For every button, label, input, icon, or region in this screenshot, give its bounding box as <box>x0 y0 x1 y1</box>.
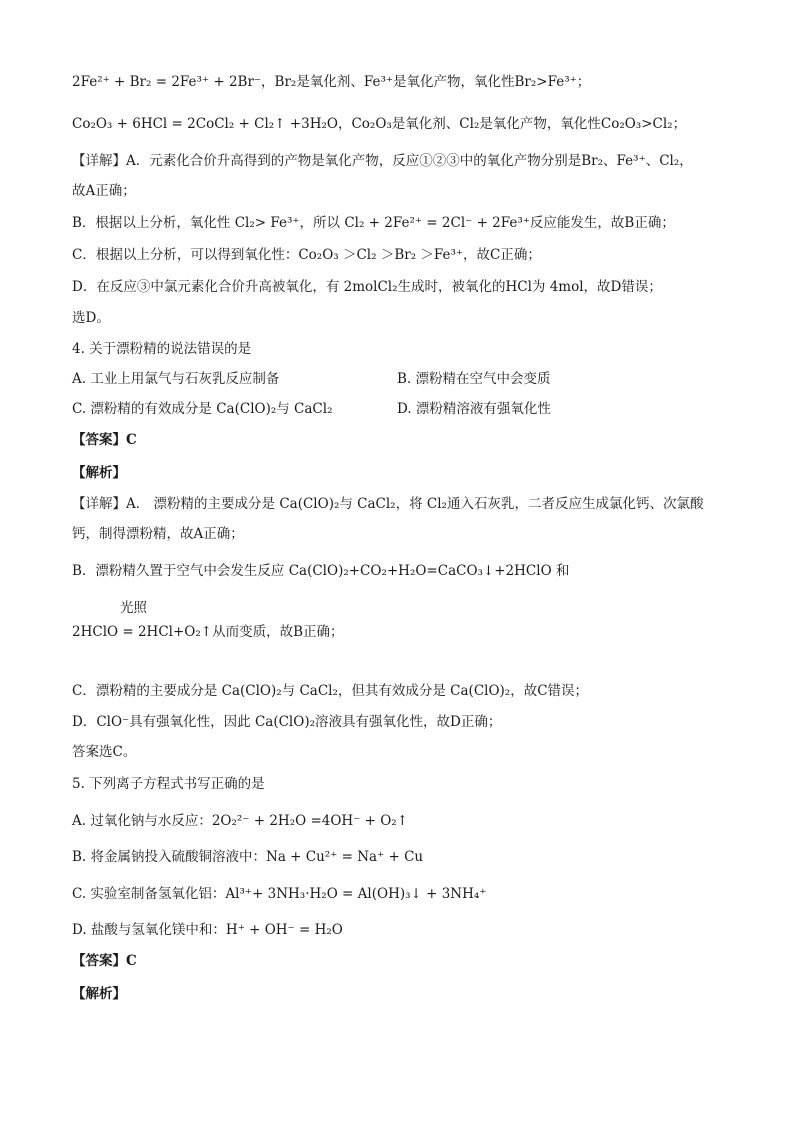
detail-4-a-line-1: 【详解】A． 漂粉精的主要成分是 Ca(ClO)₂与 CaCl₂，将 Cl₂通入石灰乳，二者反应生成氯化钙、次氯酸 <box>72 496 704 512</box>
question-5-option-a: A. 过氧化钠与水反应：2O₂²⁻ + 2H₂O =4OH⁻ + O₂↑ <box>72 813 409 829</box>
answer-5: 【答案】C <box>72 953 137 969</box>
detail-4-b-line-1: B．漂粉精久置于空气中会发生反应 Ca(ClO)₂+CO₂+H₂O=CaCO₃↓+2HClO 和 <box>72 563 570 579</box>
detail-a-line-2: 故A正确； <box>72 183 136 199</box>
question-5-option-b: B. 将金属钠投入硫酸铜溶液中：Na + Cu²⁺ = Na⁺ + Cu <box>72 849 424 865</box>
detail-a-line-1: 【详解】A．元素化合价升高得到的产物是氧化产物，反应①②③中的氧化产物分别是Br₂、Fe³⁺、Cl₂， <box>72 153 693 169</box>
question-5-option-d: D. 盐酸与氢氧化镁中和：H⁺ + OH⁻ = H₂O <box>72 922 343 938</box>
detail-4-a-line-2: 钙，制得漂粉精，故A正确； <box>72 526 244 542</box>
question-4-option-b: B. 漂粉精在空气中会变质 <box>397 371 551 387</box>
analysis-5-heading: 【解析】 <box>72 986 126 1002</box>
equation-line-fe-br: 2Fe²⁺ + Br₂ = 2Fe³⁺ + 2Br⁻，Br₂是氧化剂、Fe³⁺是氧化产物，氧化性Br₂>Fe³⁺； <box>72 74 591 90</box>
detail-b: B．根据以上分析，氧化性 Cl₂> Fe³⁺，所以 Cl₂ + 2Fe²⁺ = 2Cl⁻ + 2Fe³⁺反应能发生，故B正确； <box>72 215 675 231</box>
equation-line-co-cl: Co₂O₃ + 6HCl = 2CoCl₂ + Cl₂↑ +3H₂O，Co₂O₃是氧化剂、Cl₂是氧化产物，氧化性Co₂O₃>Cl₂； <box>72 116 687 132</box>
question-5-option-c: C. 实验室制备氢氧化铝：Al³⁺+ 3NH₃·H₂O = Al(OH)₃↓ + 3NH₄⁺ <box>72 886 487 902</box>
answer-4: 【答案】C <box>72 432 137 448</box>
detail-c: C．根据以上分析，可以得到氧化性：Co₂O₃ ＞Cl₂ ＞Br₂ ＞Fe³⁺，故C正确； <box>72 247 541 263</box>
conclusion-3: 选D。 <box>72 310 110 326</box>
detail-4-c: C．漂粉精的主要成分是 Ca(ClO)₂与 CaCl₂，但其有效成分是 Ca(ClO)₂，故C错误； <box>72 683 589 699</box>
detail-d: D．在反应③中氯元素化合价升高被氧化，有 2molCl₂生成时，被氧化的HCl为 4mol，故D错误； <box>72 279 662 295</box>
conclusion-4: 答案选C。 <box>72 744 137 760</box>
detail-4-b-line-2: 2HClO = 2HCl+O₂↑从而变质，故B正确； <box>72 624 344 640</box>
question-5-title: 5. 下列离子方程式书写正确的是 <box>72 776 265 792</box>
reaction-condition-light: 光照 <box>120 600 147 616</box>
question-4-title: 4. 关于漂粉精的说法错误的是 <box>72 341 252 357</box>
analysis-4-heading: 【解析】 <box>72 465 126 481</box>
question-4-option-a: A. 工业上用氯气与石灰乳反应制备 <box>72 371 280 387</box>
question-4-option-d: D. 漂粉精溶液有强氧化性 <box>397 401 551 417</box>
detail-4-d: D．ClO⁻具有强氧化性，因此 Ca(ClO)₂溶液具有强氧化性，故D正确； <box>72 714 502 730</box>
question-4-option-c: C. 漂粉精的有效成分是 Ca(ClO)₂与 CaCl₂ <box>72 401 333 417</box>
